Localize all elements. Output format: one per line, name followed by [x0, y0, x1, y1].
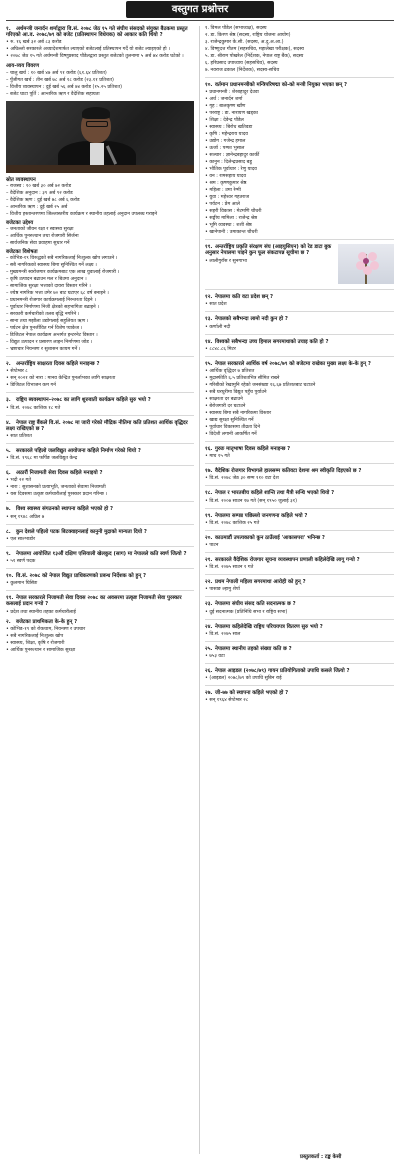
answer: • कोभिड-१९ को रोकथाम, नियन्त्रण र उपचार — [6, 627, 194, 633]
question: २. बजेटका प्राथमिकता के-के हुन् ? — [6, 618, 78, 625]
answer: • आर्थिक वृद्धिदर ७ प्रतिशत — [205, 369, 394, 375]
answer: • मुद्रास्फीति ६.५ प्रतिशतभित्र सीमित राख्ने — [205, 376, 394, 382]
separator — [205, 530, 394, 531]
separator — [205, 641, 394, 642]
list-item: – वित्तीय हस्तान्तरणमा जिल्लास्तरीय कार्यक्रम र स्थानीय तहलाई अनुदान उपलब्ध गराइने — [6, 212, 194, 218]
answer: • अघिल्लो सरकारले अध्यादेशमार्फत ल्याएको बजेटलाई प्रतिस्थापन गर्दै यो बजेट ल्याइएको हो । — [6, 47, 194, 53]
answer: • वि.सं. २०७५ साउन १ गते — [205, 565, 394, 571]
separator — [205, 508, 394, 509]
answer: • (आइडल) २०७८/७९ को उपाधि सुबिन राई — [205, 676, 394, 682]
answer: • वि.सं. २०७८ कात्तिक १८ गते — [6, 406, 194, 412]
question: २०. काठमाडौं उपत्यकाको कुन ठाउँलाई 'आकासपरा' भनिन्छ ? — [205, 534, 325, 541]
list-item: – राजस्व : १० खर्ब ३० अर्ब ७२ करोड — [6, 184, 194, 190]
answer: • विदेशी लगानी आकर्षित गर्ने — [205, 432, 394, 438]
question: ४. नेपाल राष्ट्र बैंकले वि.सं. २०७८ मा जारी गरेको मौद्रिक नीतिमा कति प्रतिशत आर्थिक वृद्धिदर लक्ष्य राखिएको छ ? — [6, 419, 188, 432]
list-item: ४. विष्णुदत्त गौतम (सहसचिव, महालेखा परीक्षक), सदस्य — [205, 47, 304, 52]
question: ६. अठारौं निजामती सेवा दिवस कहिले मनाइयो ? — [6, 470, 103, 477]
list-item: – जनताको जीवन रक्षा र स्वास्थ्य सुरक्षा — [6, 227, 194, 233]
answer: • माघ १५ गते — [205, 454, 394, 460]
question-block — [205, 601, 394, 615]
answer: • स्वास्थ्य बिमा सबै नागरिकमा विस्तार — [205, 411, 394, 417]
separator — [6, 415, 194, 416]
list-item: – भ्रष्टाचार नियन्त्रण र सुशासन कायम गर्ने । — [6, 347, 194, 353]
section-heading: स्रोत व्यवस्थापन — [6, 176, 36, 183]
separator — [205, 485, 394, 486]
answer: • पाटन — [205, 543, 394, 549]
answer: • सहरी विकास : मेटमणि चौधरी — [205, 209, 394, 215]
answer: • सङ्घीय मामिला : राजेन्द्र श्रेष्ठ — [205, 216, 394, 222]
separator — [6, 465, 194, 466]
answer: • पासाङ ल्हामु शेर्पा — [205, 587, 394, 593]
question: १५. नेपाल सरकारले आर्थिक वर्ष २०७८/७९ को बजेटमा राखेका मुख्य लक्ष्य के-के हुन् ? — [205, 360, 371, 367]
question-block — [205, 294, 394, 308]
answer: • खानेपानी : उमाकान्त चौधरी — [205, 230, 394, 236]
answer: • भौतिक पूर्वाधार : रेणु यादव — [205, 167, 394, 173]
question: ५. सरकारले पहिलो जलविद्युत आयोजना कहिले निर्माण गरेको थियो ? — [6, 448, 141, 455]
answer: • ८८४८.८६ मिटर — [205, 347, 394, 353]
answer: • वि.सं. १९६८ मा फर्पिङ जलविद्युत केन्द्र — [6, 456, 194, 462]
question-block — [6, 551, 194, 565]
answer: • गरिबीको रेखामुनि रहेको जनसंख्या १६.६७ प्रतिशतबाट घटाउने — [205, 383, 394, 389]
speaker-photo — [6, 101, 194, 173]
question-block — [6, 619, 194, 654]
question: ११. अन्तर्राष्ट्रिय प्रकृति संरक्षण संघ (आइयुसिएन) को रेड डाटा बुक अनुसार नेपालमा पाइने कुन फूल संकटापन्न सूचीमा छ ? — [205, 244, 332, 257]
answer: • सात प्रदेश — [205, 302, 394, 308]
list-item: – आन्तरिक ऋण : दुई खर्ब २५ अर्ब — [6, 205, 194, 211]
question: ९. नेपालमा आयोजित १३औं दक्षिण एसियाली खेलकुद (साग) मा नेपालले कति स्वर्ण जित्यो ? — [6, 550, 187, 557]
answer: • खाद्य सुरक्षा सुनिश्चित गर्ने — [205, 418, 394, 424]
separator — [205, 574, 394, 575]
question-block — [6, 420, 194, 440]
answer: • कुलमान घिसिङ — [6, 581, 194, 587]
question: १०. वर्तमान प्रधानमन्त्रीको मन्त्रिपरिषद्मा को-को मन्त्री नियुक्त भएका छन् ? — [205, 82, 347, 88]
answer: • अर्थ : जनार्दन शर्मा — [205, 97, 394, 103]
question-block — [205, 646, 394, 660]
question-block — [205, 579, 394, 593]
separator — [6, 568, 194, 569]
question-block — [205, 513, 394, 527]
question: २५. नेपालमा स्थानीय तहको संख्या कति छ ? — [205, 645, 292, 652]
question: ३. राष्ट्रिय ब्यवस्थापन–२०७८ का लागि शुरुवाती कार्यक्रम कहिले सुरु भयो ? — [6, 397, 151, 404]
header-rule — [6, 20, 394, 21]
question: १३. नेपालको सबैभन्दा लामो नदी कुन हो ? — [205, 316, 288, 323]
answer: • कर्णाली नदी — [205, 325, 394, 331]
question-block — [6, 506, 194, 520]
answer: • लालीगुराँस र सुनगाभा — [205, 259, 394, 265]
answer: • वि.सं. २०७५ साल — [205, 632, 394, 638]
column-divider — [199, 26, 200, 1154]
list-item: १. विमल पौडेल (सभाध्यक्ष), सदस्य — [205, 26, 267, 31]
list-item: ५. डा. श्रीराम पोखरेल (निर्देशक, नेपाल राष्ट्र बैंक), सदस्य — [205, 54, 304, 59]
answer: • महिला : उमा रेग्मी — [205, 188, 394, 194]
separator — [205, 356, 394, 357]
answer: • साक्षरता दर बढाउने — [205, 397, 394, 403]
answer: • सबै घरधुरीमा विद्युत पहुँच पुर्याउने — [205, 390, 394, 396]
question: २७. जी-७७ को स्थापना कहिले भएको हो ? — [205, 690, 289, 697]
answer: • पर्यटन : प्रेम आले — [205, 202, 394, 208]
list-item: २. डा. किरण श्रेष्ठ (सदस्य, राष्ट्रिय योजना आयोग) — [205, 33, 291, 38]
left-column — [6, 26, 194, 657]
question-block — [6, 397, 194, 411]
section-heading: आय-व्यय विवरण — [6, 63, 40, 70]
list-item: – पुँजीगत खर्च : तीन खर्ब ७८ अर्ब १८ करोड (२३.११ प्रतिशत) — [6, 78, 194, 84]
answer: • प्रदेश तथा स्थानीय तहका कर्मचारीलाई — [6, 610, 194, 616]
question: १४. विश्वको सबैभन्दा उच्च हिमाल सगरमाथाको उचाइ कति हो ? — [205, 338, 329, 345]
answer: • सेप्टेम्बर ८ — [6, 369, 194, 375]
question-block — [6, 595, 194, 615]
page-title: वस्तुगत प्रश्नोत्तर — [126, 1, 274, 18]
separator — [6, 590, 194, 591]
question: ७. विश्व स्वास्थ्य संगठनको स्थापना कहिले भएको हो ? — [6, 506, 114, 513]
list-item: – पर्यटन क्षेत्र पुनर्जीवित गर्न विशेष प्याकेज । — [6, 326, 194, 332]
answer: • सन् २०२१ को नारा : मानव केन्द्रित पुनर्लाभका लागि साक्षरता — [6, 376, 194, 382]
question-block — [205, 668, 394, 682]
answer: • सन् १९६४ सेप्टेम्बर २८ — [205, 698, 394, 704]
list-item: – बजेट घाटा पूर्ति : आन्तरिक ऋण र वैदेशिक सहायता — [6, 92, 194, 98]
answer: • भदौ २२ गते — [6, 478, 194, 484]
answer: • वि.सं. २००७ साउन १७ गते (सन् १९५० जुलाई ३१) — [205, 499, 394, 505]
answer: • वि.सं. २०७८ कात्तिक २५ गते — [205, 521, 394, 527]
answer: • परराष्ट्र : डा. नारायण खड्का — [205, 111, 394, 117]
question: २१. सरकारले वैदेशिक रोजगार सूचना व्यवस्थापन प्रणाली कहिलेदेखि लागू गर्‍यो ? — [205, 557, 360, 564]
question: १२. नेपालमा कति वटा प्रदेश छन् ? — [205, 294, 274, 301]
author-credit: प्रस्तुतकर्ता : टङ्क केसी — [300, 1154, 342, 1160]
list-item: – वित्तीय व्यवस्थापन : दुई खर्ब ५६ अर्ब ७४ करोड (१५.२५ प्रतिशत) — [6, 85, 194, 91]
separator — [205, 289, 394, 290]
question-block — [205, 316, 394, 330]
answer: • गृह : बालकृष्ण खाँण — [205, 104, 394, 110]
question-block — [205, 624, 394, 638]
answer: • सन् १९४८ अप्रिल ७ — [6, 515, 194, 521]
answer: • ५१ स्वर्ण पदक — [6, 559, 194, 565]
answer: • यस दिवसमा उत्कृष्ट कर्मचारीलाई पुरस्कार प्रदान गरिन्छ । — [6, 492, 194, 498]
answer: • बेरोजगारी दर घटाउने — [205, 404, 394, 410]
list-item: – सामाजिक सुरक्षा भत्ताको दायरा विस्तार गरिने । — [6, 284, 194, 290]
answer: • भूमि व्यवस्था : शशी श्रेष्ठ — [205, 223, 394, 229]
answer: • कृषि : महेन्द्रराय यादव — [205, 132, 394, 138]
separator — [205, 311, 394, 312]
list-item: – सार्वजनिक सेवा प्रवाहमा सुधार गर्ने — [6, 241, 194, 247]
section-heading: बजेटका उद्देश्य — [6, 219, 34, 226]
list-item: – वैदेशिक ऋण : दुई खर्ब ७८ अर्ब ६ करोड — [6, 198, 194, 204]
list-item: – मुख्यमन्त्री स्वरोजगार कार्यक्रमबाट एक लाख युवालाई रोजगारी । — [6, 270, 194, 276]
list-item: ६. हरिप्रसाद उपाध्याय (सहसचिव), सदस्य — [205, 61, 278, 66]
separator — [6, 546, 194, 547]
question-block — [205, 446, 394, 460]
question: १६. गुरुङ मातृभाषा दिवस कहिले मनाइन्छ ? — [205, 446, 291, 453]
list-item: – डिजिटल नेपाल कार्यक्रम अन्तर्गत इन्टरनेट विस्तार । — [6, 333, 194, 339]
question-block — [6, 361, 194, 389]
list-item: – कोभिड-१९ विरुद्धको सबै नागरिकलाई निःशुल्क खोप लगाउने । — [6, 256, 194, 262]
question: १०. वि.सं. २०७८ को नेपाल विद्युत प्राधिकरणको प्रबन्ध निर्देशक को हुन् ? — [6, 573, 147, 580]
separator — [6, 392, 194, 393]
list-item: – ज्येष्ठ नागरिक भत्ता उमेर ७० बाट घटाएर ६८ वर्ष बनाइने । — [6, 291, 194, 297]
answer: • कानुन : दिलेन्द्रप्रसाद बडू — [205, 160, 394, 166]
answer: • श्रम : कृष्णकुमार श्रेष्ठ — [205, 181, 394, 187]
answer: • स्वास्थ्य, शिक्षा, कृषि र रोजगारी — [6, 641, 194, 647]
separator — [205, 552, 394, 553]
separator — [205, 239, 394, 240]
separator — [6, 524, 194, 525]
list-item: – विद्युत उत्पादन र प्रसारण लाइन निर्माणमा जोड । — [6, 340, 194, 346]
list-item: – आर्थिक पुनरुत्थान तथा रोजगारी सिर्जना — [6, 234, 194, 240]
question-block — [205, 244, 394, 286]
answer: • नारा : सुशासनको प्रत्याभूति, जनताको सेवामा निजामती — [6, 485, 194, 491]
answer: • २०७८ जेठ १५ गते अर्थमन्त्री विष्णुप्रसाद पौडेलद्वारा प्रस्तुत बजेटको तुलनामा ५ अर्ब ७४ करोड घटेको । — [6, 54, 194, 60]
answer: • पूर्वाधार विकासमा तीव्रता दिने — [205, 425, 394, 431]
separator — [205, 685, 394, 686]
separator — [205, 619, 394, 620]
list-item: – पूर्वाधार निर्माणमा निजी क्षेत्रको सहभागिता बढाइने । — [6, 305, 194, 311]
question: १९. नेपालमा सम्पन्न पछिल्लो जनगणना कहिले भयो ? — [205, 512, 308, 519]
separator — [205, 463, 394, 464]
question: २३. नेपालमा संघीय संसद कति सदनात्मक छ ? — [205, 601, 296, 608]
separator — [6, 501, 194, 502]
section-heading: बजेटका विशेषता — [6, 249, 38, 256]
question: २६. नेपाल आइडल (२०७८/७९) गायन प्रतियोगिताको उपाधि कसले जित्यो ? — [205, 668, 350, 675]
list-item: – चालु खर्च : १० खर्ब ४७ अर्ब ९१ करोड (६१.६४ प्रतिशत) — [6, 71, 194, 77]
header — [0, 0, 400, 20]
question-block — [205, 535, 394, 549]
question-block — [205, 690, 394, 704]
question-block — [205, 557, 394, 571]
answer: • डिजिटल विभाजन कम गर्न — [6, 383, 194, 389]
list-item: – वैदेशिक अनुदान : ३९ अर्ब ९२ करोड — [6, 191, 194, 197]
question: २. अन्तर्राष्ट्रिय साक्षरता दिवस कहिले मनाइन्छ ? — [6, 361, 100, 368]
answer: • रु. १६ खर्ब ३२ अर्ब ८३ करोड — [6, 40, 194, 46]
question: २४. नेपालमा कहिलेदेखि राष्ट्रिय परिचयपत्र वितरण सुरु भयो ? — [205, 623, 323, 630]
answer: • ७५३ वटा — [205, 654, 394, 660]
list-item: – प्रधानमन्त्री रोजगार कार्यक्रमलाई निरन्तरता दिइने । — [6, 298, 194, 304]
answer: • वन : रामसहाय यादव — [205, 174, 394, 180]
answer: • आर्थिक पुनरुत्थान र सामाजिक सुरक्षा — [6, 648, 194, 654]
question-block — [6, 529, 194, 543]
question-block — [205, 361, 394, 438]
answer: • स्वास्थ्य : बिरोध खतिवडा — [205, 125, 394, 131]
answer: • एल साल्भाडोर — [6, 537, 194, 543]
question-block — [6, 470, 194, 498]
separator — [6, 356, 194, 357]
answer: • युवा : महेश्वर गहतराज — [205, 195, 394, 201]
question: ८. कुन देशले पहिलो पटक बिटक्वाइनलाई कानुनी मुद्राको मान्यता दियो ? — [6, 528, 147, 535]
question-block — [205, 490, 394, 504]
answer: • प्रधानमन्त्री : शेरबहादुर देउवा — [205, 90, 394, 96]
answer: • सात प्रतिशत — [6, 434, 194, 440]
separator — [205, 77, 394, 78]
flower-photo — [338, 244, 394, 284]
question-block — [205, 82, 394, 236]
list-item: – साना तथा मझौला उद्योगलाई सहुलियत ऋण । — [6, 319, 194, 325]
answer: • सबै नागरिकलाई निःशुल्क खोप — [6, 634, 194, 640]
answer: • उद्योग : गजेन्द्र हमाल — [205, 139, 394, 145]
question-block — [205, 468, 394, 482]
question-block — [6, 26, 194, 60]
question-block — [205, 339, 394, 353]
separator — [205, 596, 394, 597]
question: १८. नेपाल र भारतबीच कहिले शान्ति तथा मैत्री सन्धि भएको थियो ? — [205, 490, 335, 497]
list-item: ३. राजेन्द्रकुमार के.सी. (सदस्य, अ.दु.अ.आ.) — [205, 40, 284, 45]
question: ११. नेपाल सरकारले निजामती सेवा दिवस २०७८ का अवसरमा उत्कृष्ट निजामती सेवा पुरस्कार कसलाई प्रदान गर्‍यो ? — [6, 595, 182, 608]
separator — [6, 443, 194, 444]
list-item: – सबै नागरिकको स्वास्थ्य बिमा सुनिश्चित गर्ने लक्ष्य । — [6, 263, 194, 269]
list-item: ७. नवराज ढकाल (निर्देशक), सदस्य-सचिव — [205, 68, 280, 73]
answer: • वि.सं. २०७८ जेठ ३० सम्म ११० वटा देश — [205, 476, 394, 482]
separator — [205, 441, 394, 442]
separator — [205, 334, 394, 335]
separator — [205, 663, 394, 664]
question: १७. वैदेशिक रोजगार विभागले हालसम्म कतिवटा देशमा श्रम स्वीकृति दिइएको छ ? — [205, 468, 362, 475]
question-block — [6, 573, 194, 587]
answer: • शिक्षा : देवेन्द्र पौडेल — [205, 118, 394, 124]
answer: • सञ्चार : ज्ञानेन्द्रबहादुर कार्की — [205, 153, 394, 159]
question: २२. प्रथम नेपाली महिला सगरमाथा आरोही को हुन् ? — [205, 579, 306, 586]
question: १. अर्थमन्त्री जनार्दन शर्माद्वारा वि.सं. २०७८ जेठ १५ गते संघीय संसदको संयुक्त बैठकमा प्रस्तुत गरिएको आ.व. २०७८/७९ को बजेट (प्रतिस्थापन विधेयक) को आकार कति थियो ? — [6, 26, 188, 39]
list-item: – कृषि उत्पादन बढाउन मल र बिउमा अनुदान । — [6, 277, 194, 283]
right-column — [205, 26, 394, 707]
answer: • दुई सदनात्मक (प्रतिनिधि सभा र राष्ट्रिय सभा) — [205, 610, 394, 616]
answer: • ऊर्जा : पम्फा भुसाल — [205, 146, 394, 152]
list-item: – सरकारी कर्मचारीको तलब बृद्धि नगरिने । — [6, 312, 194, 318]
question-block — [6, 448, 194, 462]
